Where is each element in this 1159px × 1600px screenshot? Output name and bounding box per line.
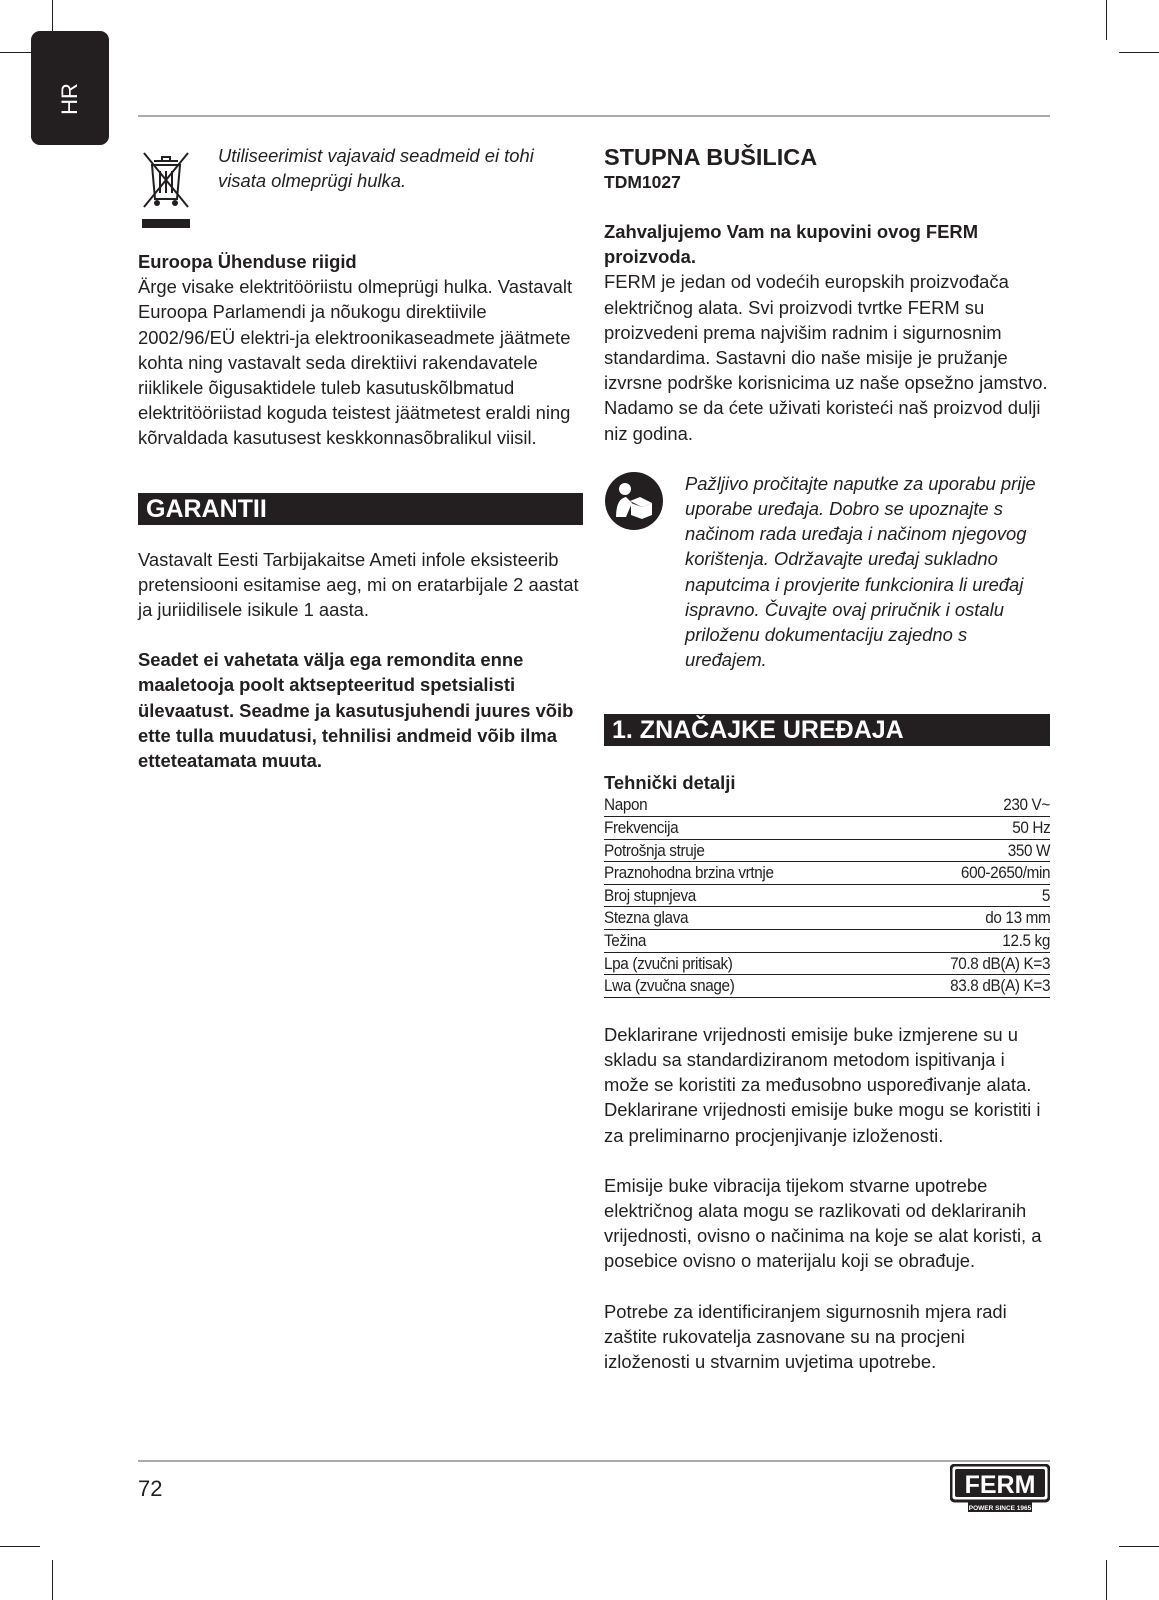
noise-paragraph-3: Emisije buke vibracija tijekom stvarne upotrebe električnog alata mogu se razlikovati od deklariranih vrijednosti, ovisno o načinima na koje se alat koristi, a posebice ovisno o materijalu koji se obrađuje. <box>604 1174 1042 1272</box>
spec-label: Praznohodna brzina vrtnje <box>604 863 774 883</box>
noise-paragraph-1: Deklarirane vrijednosti emisije buke izmjerene su u skladu sa standardiziranom metodom ispitivanja i može se koristiti za međusobno uspoređivanje alata. <box>604 1023 1032 1096</box>
spec-label: Stezna glava <box>604 908 689 928</box>
crossed-bin-icon <box>140 147 192 229</box>
weee-notice <box>138 143 583 229</box>
spec-value: do 13 mm <box>984 908 1050 928</box>
spec-label: Lwa (zvučna snage) <box>604 976 735 996</box>
crop-mark <box>1119 1546 1159 1547</box>
garantii-section-title: GARANTII <box>138 493 583 525</box>
ferm-logo <box>950 1464 1050 1514</box>
spec-row <box>604 862 1050 885</box>
spec-row <box>604 817 1050 840</box>
language-tab <box>31 31 109 145</box>
tech-specs-table <box>604 794 1050 997</box>
product-title: STUPNA BUŠILICA <box>604 144 818 170</box>
spec-label: Napon <box>604 795 648 815</box>
spec-row <box>604 907 1050 930</box>
spec-row <box>604 953 1050 976</box>
footer-rule <box>138 1460 1050 1462</box>
garantii-body: Vastavalt Eesti Tarbijakaitse Ameti infole eksisteerib pretensiooni esitamise aeg, mi on eratarbijale 2 aastat ja juriidilisele isikule 1 aasta. <box>138 548 579 621</box>
spec-value: 600-2650/min <box>960 863 1050 883</box>
crop-mark <box>1106 0 1107 40</box>
ferm-logo-text: FERM <box>964 1471 1036 1499</box>
page-number: 72 <box>138 1476 163 1501</box>
spec-value: 230 V~ <box>1003 795 1050 815</box>
spec-value: 12.5 kg <box>1002 931 1050 951</box>
crop-mark <box>0 1546 40 1547</box>
left-column <box>138 143 583 773</box>
ferm-logo-tagline: POWER SINCE 1965 <box>968 1505 1032 1512</box>
weee-text: Utiliseerimist vajavaid seadmeid ei tohi visata olmeprügi hulka. <box>218 145 534 192</box>
spec-label: Potrošnja struje <box>604 840 705 860</box>
noise-paragraph-4: Potrebe za identificiranjem sigurnosnih mjera radi zaštite rukovatelja zasnovane su na procjeni izloženosti u stvarnim uvjetima upotrebe. <box>604 1300 1007 1373</box>
header-rule <box>138 115 1050 117</box>
tech-details-heading: Tehnički detalji <box>604 772 736 794</box>
noise-paragraph-2: Deklarirane vrijednosti emisije buke mogu se koristiti i za preliminarno procjenjivanje izloženosti. <box>604 1099 1041 1146</box>
spec-row <box>604 975 1050 998</box>
spec-label: Težina <box>604 931 647 951</box>
crop-mark <box>1106 1560 1107 1600</box>
spec-value: 5 <box>1041 885 1050 905</box>
spec-value: 83.8 dB(A) K=3 <box>950 976 1050 996</box>
eu-heading: Euroopa Ühenduse riigid <box>138 251 357 272</box>
eu-body: Ärge visake elektritööriistu olmeprügi hulka. Vastavalt Euroopa Parlamendi ja nõukogu direktiivile 2002/96/EÜ elektri-ja elektroonikaseadmete jäätmete kohta ning vastavalt seda direktiivi rakendavatele riiklikele õigusaktidele tuleb kasutuskõlbmatud elektritööriistad koguda teistest jäätmetest eraldi ning kõrvaldada kasutusest keskkonnasõbralikul viisil. <box>138 276 573 449</box>
spec-value: 350 W <box>1007 840 1050 860</box>
intro-text: FERM je jedan od vodećih europskih proizvođača električnog alata. Svi proizvodi tvrtke FERM su proizvedeni prema najvišim radnim i sigurnosnim standardima. Sastavni dio naše misije je pružanje izvrsne podrške korisnicima uz naše opsežno jamstvo. Nadamo se da ćete uživati koristeći naš proizvod dulji niz godina. <box>604 271 1048 444</box>
product-model: TDM1027 <box>604 172 681 192</box>
section-1-title: 1. ZNAČAJKE UREĐAJA <box>604 714 1050 746</box>
read-manual-icon <box>604 471 664 531</box>
spec-label: Lpa (zvučni pritisak) <box>604 953 733 973</box>
spec-row <box>604 930 1050 953</box>
thanks-heading: Zahvaljujemo Vam na kupovini ovog FERM proizvoda. <box>604 221 979 268</box>
language-tab-label: HR <box>57 83 82 115</box>
manual-notice <box>604 471 1050 673</box>
crop-mark <box>52 1560 53 1600</box>
garantii-bold-notice: Seadet ei vahetata välja ega remondita enne maaletooja poolt aktsepteeritud spetsialisti ülevaatust. Seadme ja kasutusjuhendi juures võib ette tulla muudatusi, tehnilisi andmeid võib ilma etteteatamata muuta. <box>138 649 574 772</box>
spec-value: 50 Hz <box>1011 818 1050 838</box>
spec-value: 70.8 dB(A) K=3 <box>950 953 1050 973</box>
spec-label: Frekvencija <box>604 818 679 838</box>
right-column <box>604 143 1050 1374</box>
crop-mark <box>1119 52 1159 53</box>
spec-label: Broj stupnjeva <box>604 885 696 905</box>
spec-row <box>604 840 1050 863</box>
spec-row <box>604 794 1050 817</box>
spec-row <box>604 885 1050 908</box>
manual-note: Pažljivo pročitajte naputke za uporabu prije uporabe uređaja. Dobro se upoznajte s načinom rada uređaja i načinom njegovog korištenja. Održavajte uređaj sukladno naputcima i provjerite funkcionira li uređaj ispravno. Čuvajte ovaj priručnik i ostalu priloženu dokumentaciju zajedno s uređajem. <box>685 472 1036 671</box>
